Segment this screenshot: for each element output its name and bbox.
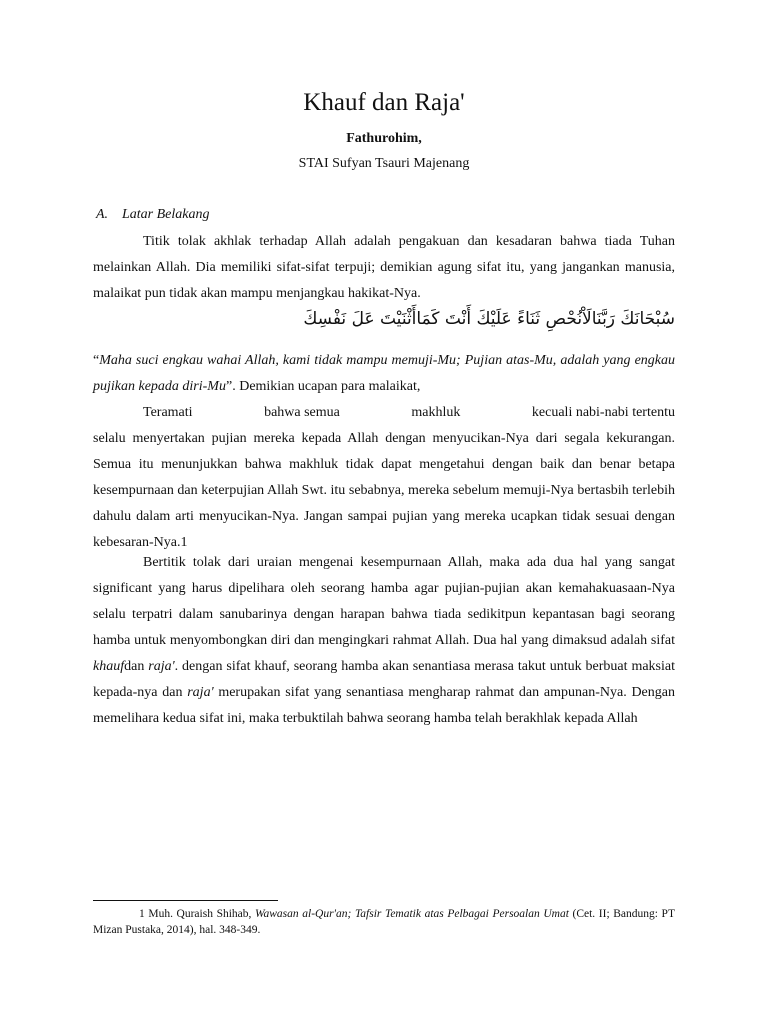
quote-text: Maha suci engkau wahai Allah, kami tidak mampu memuji-Mu; Pujian atas-Mu, adalah yang engkau pujikan kepada diri-Mu <box>93 353 675 394</box>
paragraph-3-text: . dengan sifat khauf, seorang hamba akan senantiasa merasa takut untuk berbuat maksiat kepada-nya dan <box>93 659 676 700</box>
quote-close-mark: ”. <box>225 379 236 394</box>
author-name: Fathurohim, <box>346 131 422 146</box>
footnote <box>93 906 675 938</box>
word-group: Teramati <box>143 405 193 420</box>
author-affiliation: STAI Sufyan Tsauri Majenang <box>298 156 470 171</box>
page-title: Khauf dan Raja' <box>303 89 465 116</box>
paragraph-1-block <box>93 229 675 307</box>
footnote-book-title: Wawasan al-Qur'an; Tafsir Tematik atas Pelbagai Persoalan Umat <box>254 908 569 920</box>
word-group: kecuali nabi-nabi tertentu <box>531 405 675 420</box>
word-dan: dan <box>124 659 145 674</box>
paragraph-3-text: merupakan sifat yang senantiasa mengharap rahmat dan ampunan-Nya. Dengan memelihara kedua sifat ini, maka terbuktilah bahwa seorang hamba telah berakhlak kepada Allah <box>93 685 675 726</box>
arabic-verse: سُبْحَانَكَ رَبَّنَالَاْنُحْصِ ثَنَاءً عَلَيْكَ أَنْتَ كَمَاأَثْنَيْتَ عَلَ نَفْسِكَ <box>303 309 675 329</box>
section-heading <box>96 206 210 224</box>
term-raja: raja' <box>187 685 214 700</box>
term-raja: raja' <box>148 659 175 674</box>
footnote-divider <box>93 900 278 901</box>
paragraph-3 <box>93 550 675 732</box>
footnote-text <box>93 906 675 938</box>
quote-continuation: Demikian ucapan para malaikat, <box>235 379 421 394</box>
word-group: bahwa semua <box>264 405 340 420</box>
term-khauf: khauf <box>93 659 125 674</box>
quote-open-mark: “ <box>93 353 100 368</box>
paragraph-3-block <box>93 550 675 732</box>
quote-paragraph <box>93 348 675 400</box>
footnote-citation: 1 Muh. Quraish Shihab, <box>139 908 255 920</box>
paragraph-1: Titik tolak akhlak terhadap Allah adalah pengakuan dan kesadaran bahwa tiada Tuhan melainkan Allah. Dia memiliki sifat-sifat terpuji; demikian agung sifat itu, yang jangankan manusia, malaikat pun tidak akan mampu menjangkau hakikat-Nya. <box>93 234 675 301</box>
paragraph-2 <box>93 400 675 556</box>
paragraph-3-text: Bertitik tolak dari uraian mengenai kesempurnaan Allah, maka ada dua hal yang sangat significant yang harus dipelihara oleh seorang hamba agar pujian-pujian akan kemahakuasaan-Nya selalu terpatri dalam sanubarinya dengan harapan bahwa tiada sedikitpun kepantasan bagi seorang hamba untuk menyombongkan diri dan mengingkari rahmat Allah. Dua hal yang dimaksud adalah sifat <box>93 555 675 648</box>
section-number: A. <box>96 207 109 222</box>
paragraph-2-rest: selalu menyertakan pujian mereka kepada Allah dengan menyucikan-Nya dari segala kekurangan. Semua itu menunjukkan bahwa makhluk tidak dapat mengetahui dengan baik dan benar betapa kesempurnaan dan keterpujian Allah Swt. itu sebabnya, mereka sebelum memuji-Nya bertasbih terlebih dahulu dalam arti menyucikan-Nya. Jangan sampai pujian yang mereka ucapkan tidak sesuai dengan kebesaran-Nya.1 <box>93 431 675 550</box>
paragraph-2-first-line <box>93 400 675 426</box>
footnote-publication: (Cet. II; Bandung: PT Mizan Pustaka, 2014), hal. 348-349. <box>93 908 675 936</box>
word-group: makhluk <box>411 405 461 420</box>
section-title: Latar Belakang <box>122 207 210 222</box>
